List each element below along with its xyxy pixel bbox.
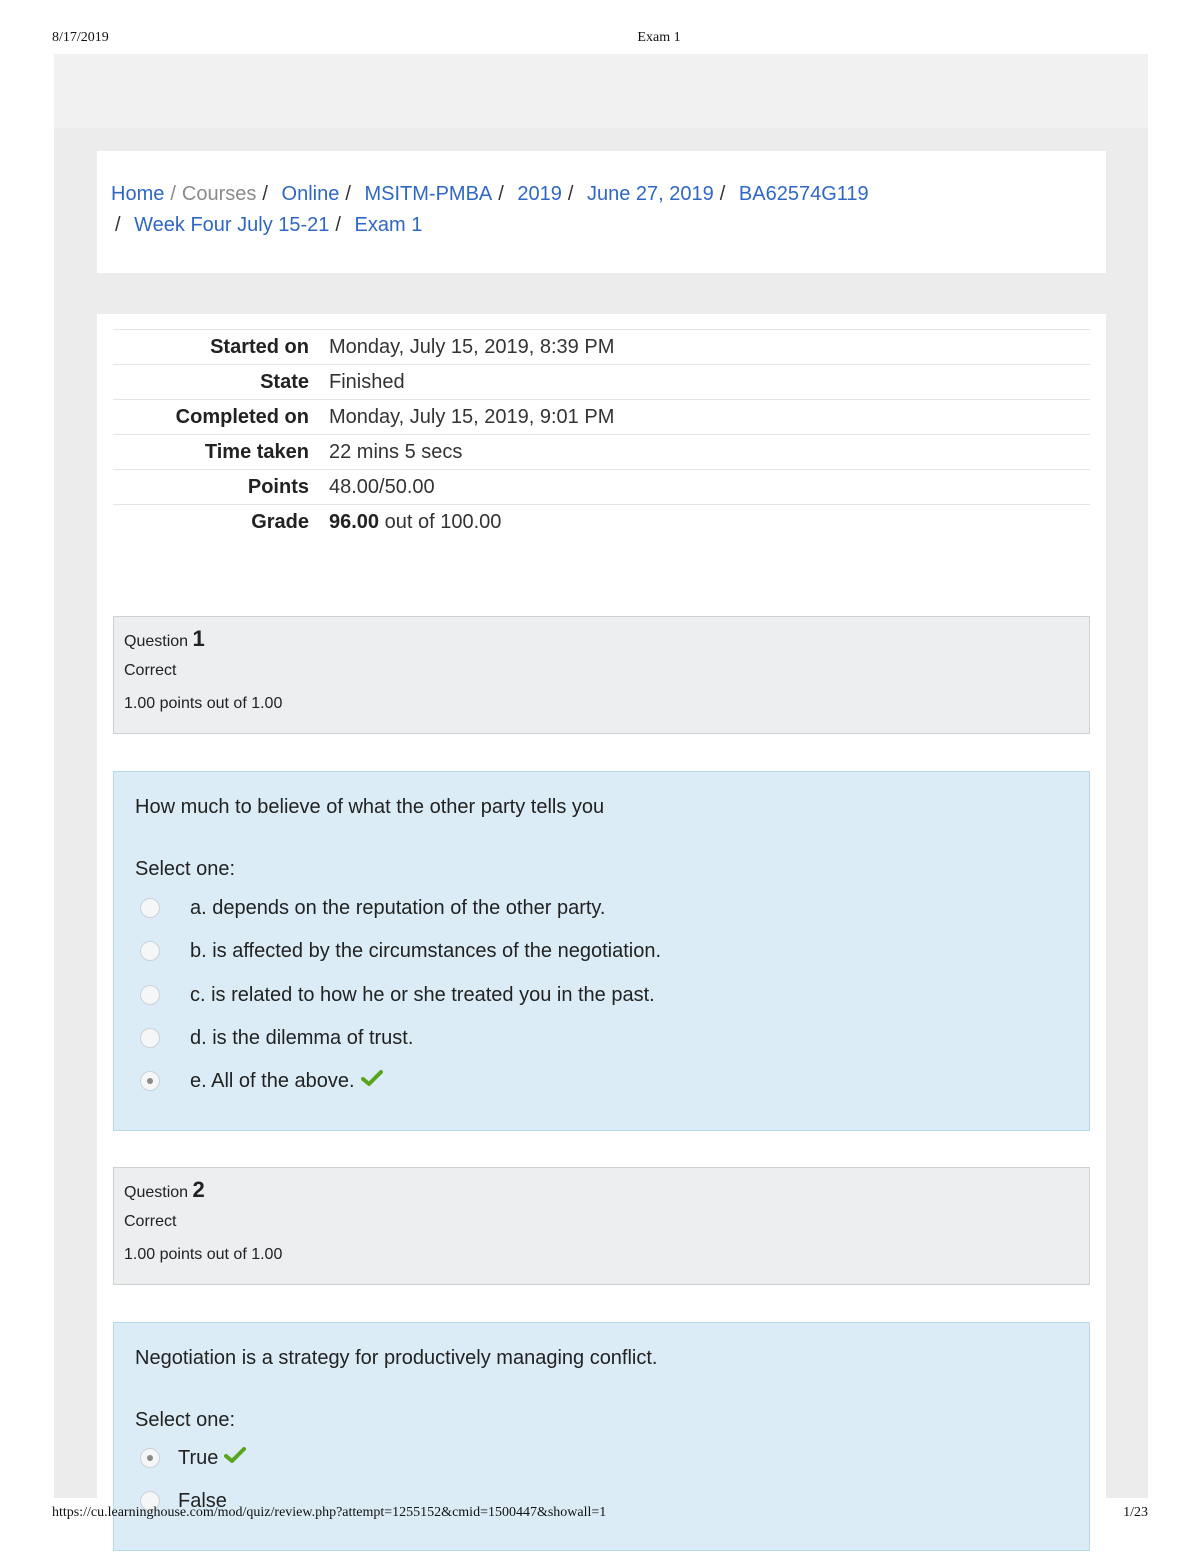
breadcrumb-separator: / [498, 183, 504, 205]
quiz-review [97, 314, 1106, 1512]
summary-row-completed [113, 399, 1090, 434]
breadcrumb-course[interactable]: BA62574G119 [738, 183, 869, 205]
radio-button[interactable] [140, 1028, 160, 1048]
breadcrumb-exam[interactable]: Exam 1 [354, 214, 423, 236]
summary-value: 22 mins 5 secs [329, 440, 463, 463]
answer-option-selected[interactable] [140, 1443, 246, 1473]
question-text: How much to believe of what the other party tells you [135, 796, 605, 818]
question-num: 1 [192, 626, 205, 651]
summary-label: Completed on [175, 405, 309, 428]
summary-label: Points [247, 475, 309, 498]
print-page-number: 1/23 [1123, 1505, 1148, 1520]
answer-option[interactable] [140, 1023, 413, 1053]
radio-button[interactable] [140, 941, 160, 961]
breadcrumb-courses: Courses [181, 183, 257, 205]
breadcrumb-year[interactable]: 2019 [517, 183, 562, 205]
check-icon [224, 1446, 246, 1470]
option-label: True [178, 1446, 219, 1469]
select-one-label: Select one: [135, 1409, 236, 1431]
summary-label: Grade [251, 510, 309, 533]
question-points: 1.00 points out of 1.00 [124, 695, 283, 712]
summary-value: Monday, July 15, 2019, 8:39 PM [329, 335, 615, 358]
breadcrumb-separator: / [115, 214, 121, 236]
answer-option[interactable] [140, 980, 655, 1010]
summary-value: Monday, July 15, 2019, 9:01 PM [329, 405, 615, 428]
question-label: Question [124, 1184, 189, 1201]
question-text: Negotiation is a strategy for productively managing conflict. [135, 1347, 658, 1369]
summary-label: Time taken [204, 440, 309, 463]
summary-row-state [113, 364, 1090, 399]
summary-row-time [113, 434, 1090, 469]
top-navbar [54, 54, 1148, 128]
option-label: e. All of the above. [190, 1069, 355, 1092]
question-content [113, 771, 1090, 1131]
answer-option-selected[interactable] [140, 1066, 383, 1096]
radio-button[interactable] [140, 985, 160, 1005]
summary-label: Started on [210, 335, 309, 358]
select-one-label: Select one: [135, 858, 236, 880]
question-status: Correct [124, 1213, 177, 1230]
question-status: Correct [124, 662, 177, 679]
option-label: c. is related to how he or she treated you in the past. [190, 983, 655, 1006]
breadcrumb-term[interactable]: June 27, 2019 [587, 183, 714, 205]
summary-value: Finished [329, 370, 405, 393]
print-footer [0, 1505, 1200, 1525]
print-header [0, 30, 1200, 50]
print-date: 8/17/2019 [52, 30, 109, 45]
answer-option[interactable] [140, 936, 661, 966]
radio-button[interactable] [140, 898, 160, 918]
summary-row-grade [113, 504, 1090, 539]
question-number [124, 627, 1079, 654]
summary-row-started [113, 329, 1090, 364]
question-points: 1.00 points out of 1.00 [124, 1246, 283, 1263]
question-number [124, 1178, 1079, 1205]
check-icon [361, 1069, 383, 1093]
breadcrumb-week[interactable]: Week Four July 15-21 [134, 214, 330, 236]
breadcrumb [97, 151, 1106, 273]
page-frame [54, 54, 1148, 1512]
summary-label: State [260, 370, 309, 393]
print-url: https://cu.learninghouse.com/mod/quiz/review.php?attempt=1255152&cmid=1500447&showall=1 [52, 1505, 607, 1520]
breadcrumb-home[interactable]: Home [111, 183, 165, 205]
radio-button-checked[interactable] [140, 1448, 160, 1468]
print-title: Exam 1 [637, 30, 681, 45]
question-info [113, 1167, 1090, 1285]
breadcrumb-program[interactable]: MSITM-PMBA [364, 183, 493, 205]
question-num: 2 [192, 1177, 205, 1202]
breadcrumb-online[interactable]: Online [281, 183, 340, 205]
breadcrumb-separator: / [719, 183, 726, 205]
option-label: b. is affected by the circumstances of the negotiation. [190, 939, 662, 962]
option-label: False [178, 1489, 227, 1512]
question-info [113, 616, 1090, 734]
grade-out-of: out of 100.00 [384, 510, 502, 533]
summary-value [309, 511, 501, 534]
radio-button-checked[interactable] [140, 1071, 160, 1091]
answer-option[interactable] [140, 893, 605, 923]
breadcrumb-separator: / [262, 183, 268, 205]
summary-row-points [113, 469, 1090, 504]
breadcrumb-separator: / [567, 183, 574, 205]
breadcrumb-separator: / [335, 214, 341, 236]
grade-score: 96.00 [329, 510, 380, 533]
breadcrumb-separator: / [345, 183, 351, 205]
breadcrumb-separator: / [170, 183, 176, 205]
option-label: d. is the dilemma of trust. [190, 1026, 414, 1049]
summary-value: 48.00/50.00 [329, 475, 435, 498]
attempt-summary [113, 329, 1090, 539]
option-label: a. depends on the reputation of the other party. [190, 896, 606, 919]
question-label: Question [124, 633, 189, 650]
